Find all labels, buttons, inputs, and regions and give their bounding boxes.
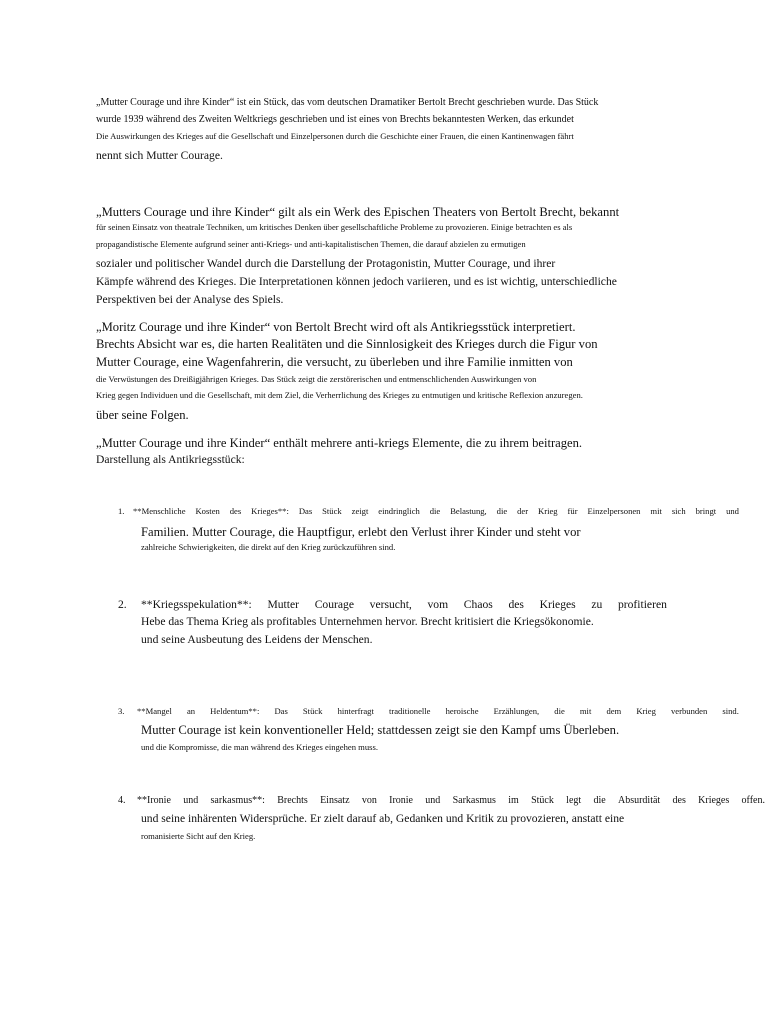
list-item-first-line <box>141 599 667 611</box>
word: des <box>508 598 524 611</box>
word: Das <box>298 506 313 516</box>
paragraph-line: propagandistische Elemente aufgrund seiner anti-Kriegs- und anti-kapitalistischen Themen, die darauf abzielen zu ermutigen <box>96 239 526 249</box>
word: versucht, <box>369 598 412 611</box>
list-item-line: und seine inhärenten Widersprüche. Er zielt darauf ab, Gedanken und Kritik zu provozieren, anstatt eine <box>141 812 625 825</box>
word: Brechts <box>277 795 308 806</box>
word: sind. <box>722 706 739 716</box>
word: legt <box>566 795 582 806</box>
word: die <box>593 795 606 806</box>
word: die <box>429 506 441 516</box>
word: zu <box>591 598 603 611</box>
word: die <box>496 506 508 516</box>
word: mit <box>650 506 662 516</box>
paragraph-line: Kämpfe während des Krieges. Die Interpretationen können jedoch variieren, und es ist wichtig, unterschiedliche <box>96 275 617 288</box>
word: mit <box>579 706 592 716</box>
word: Heldentum**: <box>210 706 260 716</box>
word: **Kriegsspekulation**: <box>141 598 252 611</box>
list-number: 3. <box>118 706 125 716</box>
word: dem <box>606 706 622 716</box>
list-item-line: zahlreiche Schwierigkeiten, die direkt auf den Krieg zurückzuführen sind. <box>141 542 396 552</box>
word: traditionelle <box>388 706 431 716</box>
word: hinterfragt <box>337 706 374 716</box>
word: Sarkasmus <box>452 795 496 806</box>
word: die <box>554 706 565 716</box>
paragraph-line: Perspektiven bei der Analyse des Spiels. <box>96 293 284 306</box>
word: Kosten <box>195 506 220 516</box>
paragraph-line: nennt sich Mutter Courage. <box>96 149 223 162</box>
paragraph-line: für seinen Einsatz von theatrale Techniken, um kritisches Denken über gesellschaftliche Probleme zu provozieren. Einige betrachten es als <box>96 222 573 232</box>
word: Krieges <box>698 795 730 806</box>
word: des <box>229 506 242 516</box>
paragraph-line: über seine Folgen. <box>96 408 189 422</box>
paragraph-line: Darstellung als Antikriegsstück: <box>96 453 245 466</box>
word: Einzelpersonen <box>587 506 641 516</box>
paragraph-line: Krieg gegen Individuen und die Gesellschaft, mit dem Ziel, die Verherrlichung des Krieges zu entmutigen und kritische Reflexion anzuregen. <box>96 390 583 400</box>
list-number: 4. <box>118 795 126 806</box>
word: Krieges**: <box>251 506 289 516</box>
paragraph-line: Die Auswirkungen des Krieges auf die Gesellschaft und Einzelpersonen durch die Geschichte einer Frauen, die einen Kantinenwagen fährt <box>96 131 574 141</box>
paragraph-line: Mutter Courage, eine Wagenfahrerin, die versucht, zu überleben und ihre Familie inmitten von <box>96 355 573 369</box>
word: verbunden <box>671 706 708 716</box>
list-item-first-line <box>137 796 765 806</box>
word: heroische <box>445 706 479 716</box>
word: und <box>726 506 739 516</box>
word: vom <box>427 598 449 611</box>
word: profitieren <box>617 598 667 611</box>
word: Belastung, <box>450 506 487 516</box>
paragraph-line: „Mutters Courage und ihre Kinder“ gilt als ein Werk des Epischen Theaters von Bertolt Brecht, bekannt <box>96 205 620 219</box>
list-item-line: romanisierte Sicht auf den Krieg. <box>141 831 256 841</box>
word: offen. <box>741 795 765 806</box>
word: und <box>425 795 441 806</box>
word: Mutter <box>267 598 300 611</box>
word: Courage <box>314 598 354 611</box>
word: des <box>672 795 686 806</box>
paragraph-line: Brechts Absicht war es, die harten Realitäten und die Sinnlosigkeit des Krieges durch die Figur von <box>96 337 598 351</box>
word: **Mangel <box>137 706 172 716</box>
word: für <box>567 506 578 516</box>
word: Erzählungen, <box>493 706 540 716</box>
word: der <box>517 506 529 516</box>
paragraph-line: „Mutter Courage und ihre Kinder“ ist ein Stück, das vom deutschen Dramatiker Bertolt Brecht geschrieben wurde. Das Stück <box>96 97 599 108</box>
word: Absurdität <box>617 795 661 806</box>
list-item-first-line <box>133 507 739 516</box>
word: Krieges <box>539 598 576 611</box>
word: Stück <box>302 706 323 716</box>
list-item-line: Mutter Courage ist kein konventioneller Held; stattdessen zeigt sie den Kampf ums Überleben. <box>141 723 620 737</box>
list-item-line: Familien. Mutter Courage, die Hauptfigur, erlebt den Verlust ihrer Kinder und steht vor <box>141 525 581 539</box>
word: und <box>183 795 199 806</box>
word: eindringlich <box>378 506 420 516</box>
word: Einsatz <box>320 795 350 806</box>
list-number: 2. <box>118 598 127 611</box>
word: **Menschliche <box>133 506 186 516</box>
word: sich <box>671 506 686 516</box>
word: sarkasmus**: <box>210 795 265 806</box>
paragraph-line: „Moritz Courage und ihre Kinder“ von Bertolt Brecht wird oft als Antikriegsstück interpretiert. <box>96 320 576 334</box>
word: von <box>361 795 377 806</box>
list-item-line: Hebe das Thema Krieg als profitables Unternehmen hervor. Brecht kritisiert die Kriegsökonomie. <box>141 615 594 628</box>
word: zeigt <box>351 506 369 516</box>
word: Krieg <box>538 506 558 516</box>
word: im <box>508 795 519 806</box>
list-number: 1. <box>118 506 125 516</box>
paragraph-line: sozialer und politischer Wandel durch die Darstellung der Protagonistin, Mutter Courage, und ihrer <box>96 257 556 270</box>
word: **Ironie <box>137 795 171 806</box>
paragraph-line: wurde 1939 während des Zweiten Weltkriegs geschrieben und ist eines von Brechts bekanntesten Werken, das erkundet <box>96 114 574 125</box>
word: Das <box>274 706 288 716</box>
list-item-line: und seine Ausbeutung des Leidens der Menschen. <box>141 633 373 646</box>
word: Ironie <box>389 795 413 806</box>
word: Chaos <box>463 598 493 611</box>
paragraph-line: die Verwüstungen des Dreißigjährigen Krieges. Das Stück zeigt die zerstörerischen und entmenschlichenden Auswirkungen von <box>96 374 537 384</box>
paragraph-line: „Mutter Courage und ihre Kinder“ enthält mehrere anti-kriegs Elemente, die zu ihrem beitragen. <box>96 436 583 450</box>
list-item-line: und die Kompromisse, die man während des Krieges eingehen muss. <box>141 742 378 752</box>
word: Krieg <box>636 706 656 716</box>
word: an <box>186 706 196 716</box>
word: bringt <box>695 506 717 516</box>
list-item-first-line <box>137 707 739 716</box>
word: Stück <box>322 506 342 516</box>
word: Stück <box>531 795 554 806</box>
